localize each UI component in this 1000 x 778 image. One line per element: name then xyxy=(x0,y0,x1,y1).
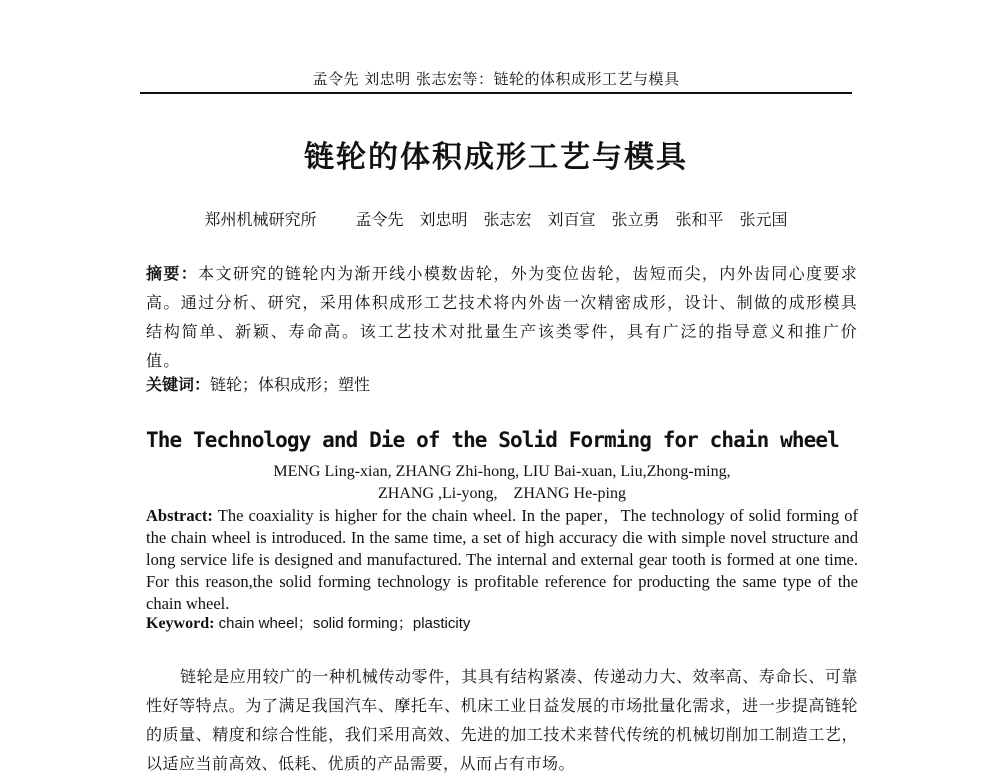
english-abstract xyxy=(146,505,858,615)
english-abstract-text: The coaxiality is higher for the chain wheel. In the paper，The technology of solid forming of the chain wheel is introduced. In the same time, a set of high accuracy die with simple novel structure and long service life is designed and manufactured. The internal and external gear tooth is formed at one time. For this reason,the solid forming technology is profitable reference for producting the same type of the chain wheel. xyxy=(146,506,858,613)
english-authors-line-1: MENG Ling-xian, ZHANG Zhi-hong, LIU Bai-xuan, Liu,Zhong-ming, xyxy=(273,463,731,480)
chinese-keywords-label: 关键词： xyxy=(146,375,211,394)
english-authors-line-2: ZHANG ,Li-yong, ZHANG He-ping xyxy=(378,485,626,502)
running-head: 孟令先 刘忠明 张志宏等：链轮的体积成形工艺与模具 xyxy=(312,70,680,88)
header-rule xyxy=(140,92,852,94)
chinese-keywords xyxy=(146,372,858,398)
english-authors xyxy=(146,461,858,505)
chinese-keywords-text: 链轮；体积成形；塑性 xyxy=(210,375,371,394)
english-keywords xyxy=(146,613,858,635)
affiliation-authors: 郑州机械研究所 孟令先 刘忠明 张志宏 刘百宣 张立勇 张和平 张元国 xyxy=(204,210,788,229)
body-paragraph: 链轮是应用较广的一种机械传动零件，其具有结构紧凑、传递动力大、效率高、寿命长、可靠性好等特点。为了满足我国汽车、摩托车、机床工业日益发展的市场批量化需求，进一步提高链轮的质量、精度和综合性能，我们采用高效、先进的加工技术来替代传统的机械切削加工制造工艺，以适应当前高效、低耗、优质的产品需要，从而占有市场。 xyxy=(146,667,858,773)
chinese-abstract xyxy=(146,259,858,375)
english-title: The Technology and Die of the Solid Forming for chain wheel xyxy=(146,428,839,452)
chinese-abstract-text: 本文研究的链轮内为渐开线小模数齿轮，外为变位齿轮，齿短而尖，内外齿同心度要求高。通过分析、研究，采用体积成形工艺技术将内外齿一次精密成形，设计、制做的成形模具结构简单、新颖、寿命高。该工艺技术对批量生产该类零件，具有广泛的指导意义和推广价值。 xyxy=(146,264,858,370)
chinese-title: 链轮的体积成形工艺与模具 xyxy=(304,140,688,175)
chinese-abstract-label: 摘要： xyxy=(146,264,199,283)
english-keywords-label: Keyword: xyxy=(146,615,215,632)
english-abstract-label: Abstract: xyxy=(146,506,213,525)
english-keywords-text: chain wheel；solid forming；plasticity xyxy=(214,615,471,632)
